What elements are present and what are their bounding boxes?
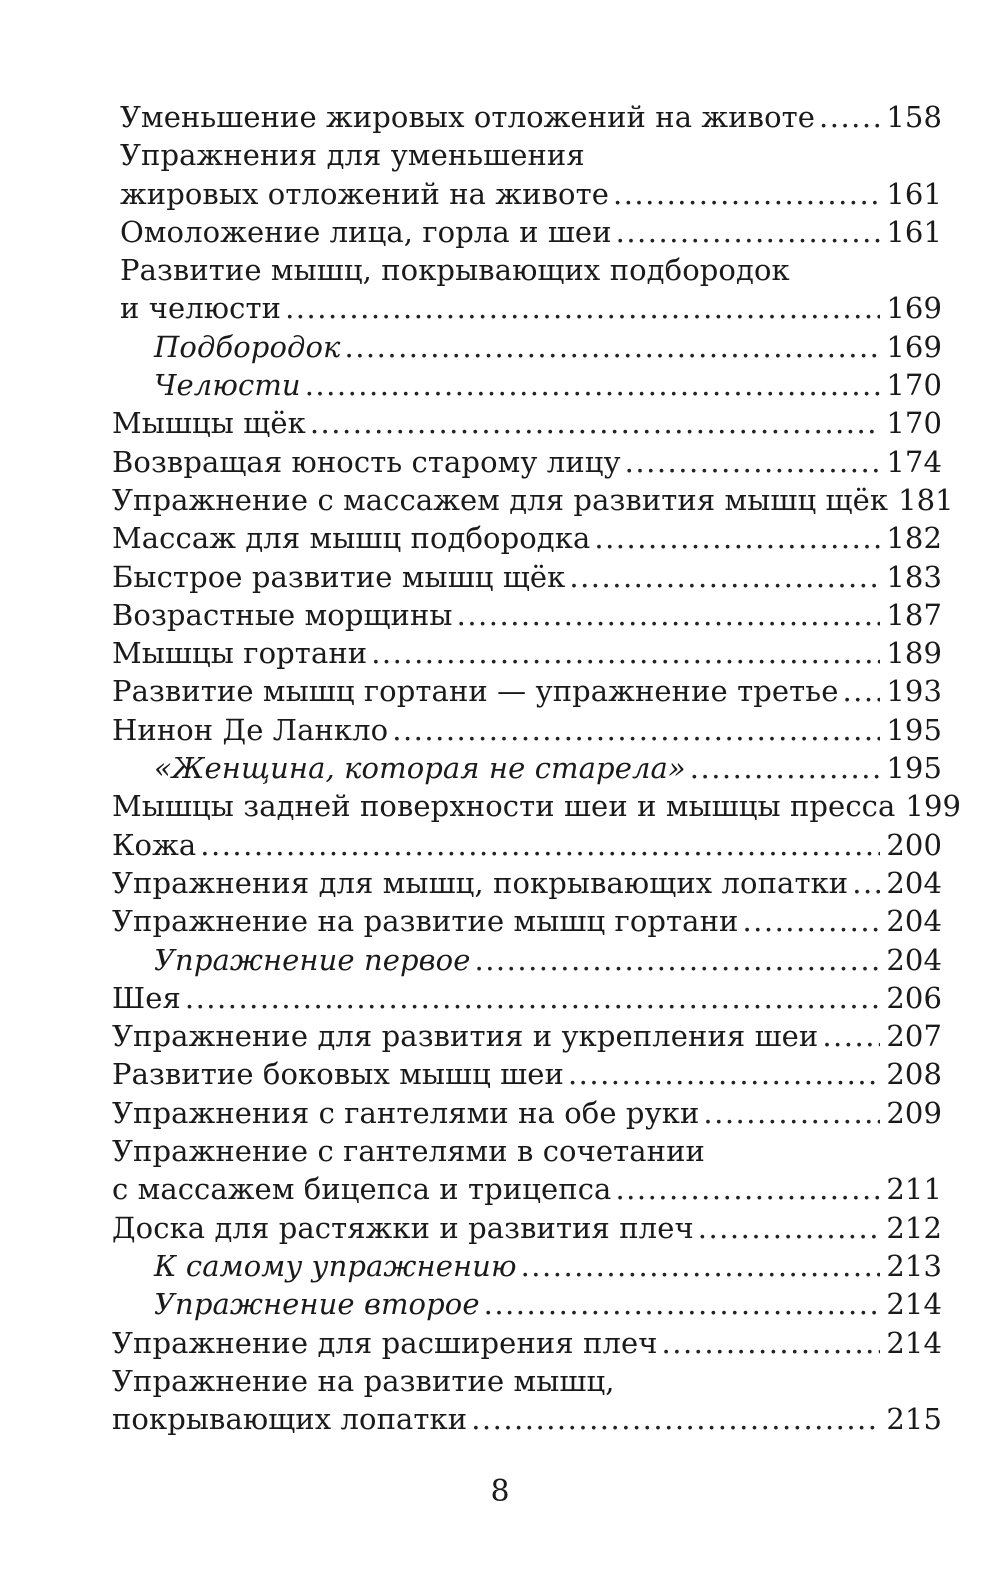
toc-entry-title: Упражнение для развития и укрепления шеи xyxy=(112,1019,819,1054)
toc-entry xyxy=(112,1055,942,1093)
toc-entry xyxy=(112,443,942,481)
toc-entry-line xyxy=(112,1247,942,1285)
dot-leader xyxy=(822,1017,880,1055)
toc-entry-page: 158 xyxy=(886,100,942,134)
dot-leader xyxy=(371,634,880,672)
toc-entry-page: 170 xyxy=(886,406,942,441)
toc-entry-page: 199 xyxy=(905,789,962,824)
toc-entry-line xyxy=(112,1170,942,1208)
toc-entry-title: Упражнение первое xyxy=(154,942,471,977)
toc-entry-line xyxy=(112,328,942,366)
dot-leader xyxy=(457,596,881,634)
toc-entry-title: Мышцы задней поверхности шеи и мышцы пресса xyxy=(112,789,896,824)
dot-leader xyxy=(521,1247,881,1285)
toc-entry xyxy=(112,979,942,1017)
toc-entry-page: 204 xyxy=(886,865,942,900)
toc-entry xyxy=(112,1247,942,1285)
dot-leader xyxy=(185,979,880,1017)
toc-entry-page: 193 xyxy=(886,674,942,709)
toc-entry-title: Челюсти xyxy=(154,368,301,403)
toc-entry xyxy=(112,98,942,136)
toc-entry-title: Кожа xyxy=(112,827,197,862)
toc-entry-line xyxy=(112,941,942,979)
toc-entry-line xyxy=(112,1362,942,1400)
toc-entry-line xyxy=(112,1094,942,1132)
toc-entry-page: 187 xyxy=(886,597,942,632)
toc-entry-page: 204 xyxy=(886,904,942,939)
toc-entry-title: Упражнения с гантелями на обе руки xyxy=(112,1095,700,1130)
toc-entry-line xyxy=(112,443,942,481)
dot-leader xyxy=(690,749,881,787)
toc-entry-page: 161 xyxy=(886,214,942,249)
toc-entry-page: 213 xyxy=(886,1248,942,1283)
toc-entry xyxy=(112,596,942,634)
toc-entry xyxy=(112,328,942,366)
toc-entry-line xyxy=(112,596,942,634)
toc-entry-title: Мышцы гортани xyxy=(112,636,368,671)
toc-entry-title: Уменьшение жировых отложений на животе xyxy=(120,100,816,134)
toc-entry-page: 214 xyxy=(886,1287,942,1322)
toc-entry-page: 212 xyxy=(886,1210,942,1245)
toc-entry-title: с массажем бицепса и трицепса xyxy=(112,1172,612,1207)
toc-entry-page: 182 xyxy=(886,521,942,556)
toc-entry-line xyxy=(112,1324,942,1362)
toc-entry-line xyxy=(112,864,942,902)
toc-entry-line xyxy=(112,672,942,710)
dot-leader xyxy=(310,404,881,442)
toc-entry-page: 195 xyxy=(886,712,942,747)
toc-entry xyxy=(112,1324,942,1362)
toc-entry-title: Доска для растяжки и развития плеч xyxy=(112,1210,694,1245)
toc-entry-page: 206 xyxy=(886,980,942,1015)
toc-entry xyxy=(112,711,942,749)
toc-entry-line xyxy=(112,175,942,213)
toc-entry-line xyxy=(112,1055,942,1093)
dot-leader xyxy=(616,213,881,251)
toc-entry-line xyxy=(112,787,962,825)
toc-entry-title: Упражнение второе xyxy=(154,1287,480,1322)
toc-entry xyxy=(112,366,942,404)
dot-leader xyxy=(305,366,881,404)
toc-entry-title: Подбородок xyxy=(154,329,341,364)
toc-entry-line xyxy=(112,251,942,289)
toc-entry xyxy=(112,1285,942,1323)
toc-entry-title: Нинон Де Ланкло xyxy=(112,712,389,747)
toc-entry-title: жировых отложений на животе xyxy=(120,176,609,211)
toc-entry xyxy=(112,634,942,672)
toc-entry-title: Упражнение на развитие мышц гортани xyxy=(112,904,739,939)
toc-entry-line xyxy=(112,979,942,1017)
toc-entry xyxy=(112,1132,942,1209)
toc-entry xyxy=(112,672,942,710)
table-of-contents xyxy=(112,98,962,1438)
toc-entry-line xyxy=(112,1400,942,1438)
toc-entry-page: 183 xyxy=(886,559,942,594)
toc-entry xyxy=(112,404,942,442)
toc-entry-title: К самому упражнению xyxy=(154,1248,517,1283)
dot-leader xyxy=(285,289,880,327)
toc-entry-title: Быстрое развитие мышц щёк xyxy=(112,559,566,594)
dot-leader xyxy=(742,902,880,940)
toc-entry-line xyxy=(112,366,942,404)
toc-entry xyxy=(112,1209,942,1247)
toc-entry-page: 161 xyxy=(886,176,942,211)
toc-entry xyxy=(112,787,962,825)
dot-leader xyxy=(819,98,880,136)
toc-entry-title: Упражнения для уменьшения xyxy=(120,138,585,173)
toc-entry xyxy=(112,864,942,902)
toc-entry xyxy=(112,1017,942,1055)
toc-entry xyxy=(112,902,942,940)
dot-leader xyxy=(471,1400,880,1438)
toc-entry-title: Упражнение с массажем для развития мышц щёк xyxy=(112,482,889,517)
dot-leader xyxy=(662,1324,881,1362)
toc-entry-page: 189 xyxy=(886,636,942,671)
toc-entry-page: 211 xyxy=(886,1172,942,1207)
dot-leader xyxy=(474,941,880,979)
toc-entry-title: Упражнение для расширения плеч xyxy=(112,1325,658,1360)
toc-entry-title: Массаж для мышц подбородка xyxy=(112,521,591,556)
toc-entry xyxy=(112,251,942,328)
toc-entry xyxy=(112,941,942,979)
toc-entry-title: и челюсти xyxy=(120,291,282,326)
toc-entry-line xyxy=(112,1285,942,1323)
dot-leader xyxy=(344,328,880,366)
toc-entry-title: «Женщина, которая не старела» xyxy=(154,751,686,786)
dot-leader xyxy=(852,864,880,902)
toc-entry-page: 170 xyxy=(886,368,942,403)
toc-entry-title: Упражнение с гантелями в сочетании xyxy=(112,1134,705,1169)
toc-entry xyxy=(112,1362,942,1439)
toc-entry-page: 200 xyxy=(886,827,942,862)
toc-entry-page: 215 xyxy=(886,1402,942,1437)
dot-leader xyxy=(625,443,881,481)
toc-entry-page: 169 xyxy=(886,329,942,364)
toc-entry-line xyxy=(112,634,942,672)
toc-entry-page: 195 xyxy=(886,751,942,786)
toc-entry-page: 214 xyxy=(886,1325,942,1360)
toc-entry-line xyxy=(112,1209,942,1247)
toc-entry-title: Возрастные морщины xyxy=(112,597,453,632)
dot-leader xyxy=(484,1285,881,1323)
toc-entry-page: 169 xyxy=(886,291,942,326)
toc-entry-title: Развитие боковых мышц шеи xyxy=(112,1057,564,1092)
page-number: 8 xyxy=(490,1474,510,1509)
toc-entry-page: 209 xyxy=(886,1095,942,1130)
toc-entry-line xyxy=(112,711,942,749)
toc-entry xyxy=(112,749,942,787)
toc-entry-page: 204 xyxy=(886,942,942,977)
toc-entry-page: 181 xyxy=(898,482,954,517)
toc-entry-line xyxy=(112,749,942,787)
toc-entry-line xyxy=(112,213,942,251)
toc-entry-line xyxy=(112,519,942,557)
dot-leader xyxy=(392,711,880,749)
dot-leader xyxy=(568,1055,880,1093)
toc-entry-page: 207 xyxy=(886,1019,942,1054)
toc-entry xyxy=(112,136,942,213)
toc-entry-page: 174 xyxy=(886,444,942,479)
dot-leader xyxy=(594,519,880,557)
toc-entry-line xyxy=(112,289,942,327)
toc-entry-title: Шея xyxy=(112,980,181,1015)
dot-leader xyxy=(569,558,880,596)
dot-leader xyxy=(200,826,880,864)
toc-entry xyxy=(112,481,954,519)
toc-entry xyxy=(112,558,942,596)
toc-entry-title: Развитие мышц гортани — упражнение третье xyxy=(112,674,839,709)
toc-entry-line xyxy=(112,1017,942,1055)
toc-entry-title: Возвращая юность старому лицу xyxy=(112,444,621,479)
toc-entry-line xyxy=(112,902,942,940)
toc-entry-line xyxy=(112,826,942,864)
dot-leader xyxy=(613,175,880,213)
toc-entry xyxy=(112,1094,942,1132)
toc-entry-title: Омоложение лица, горла и шеи xyxy=(120,214,612,249)
toc-entry xyxy=(112,519,942,557)
toc-entry-line xyxy=(112,481,954,519)
toc-entry xyxy=(112,826,942,864)
toc-entry-title: Мышцы щёк xyxy=(112,406,306,441)
dot-leader xyxy=(615,1170,880,1208)
toc-entry-title: Упражнение на развитие мышц, xyxy=(112,1363,615,1398)
toc-entry-line xyxy=(112,136,942,174)
toc-entry-title: покрывающих лопатки xyxy=(112,1402,468,1437)
toc-entry-line xyxy=(112,1132,942,1170)
toc-entry-line xyxy=(112,98,942,136)
toc-entry-title: Упражнения для мышц, покрывающих лопатки xyxy=(112,865,849,900)
toc-entry xyxy=(112,213,942,251)
toc-entry-page: 208 xyxy=(886,1057,942,1092)
dot-leader xyxy=(842,672,880,710)
toc-entry-title: Развитие мышц, покрывающих подбородок xyxy=(120,253,790,288)
toc-entry-line xyxy=(112,404,942,442)
dot-leader xyxy=(698,1209,881,1247)
toc-entry-line xyxy=(112,558,942,596)
dot-leader xyxy=(703,1094,880,1132)
